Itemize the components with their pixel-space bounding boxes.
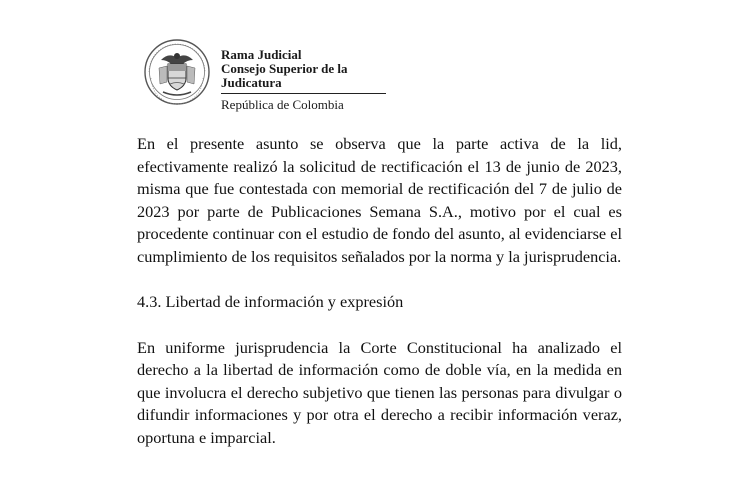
org-line-republica: República de Colombia (221, 97, 344, 112)
section-heading: 4.3. Libertad de información y expresión (137, 292, 404, 311)
letterhead (143, 38, 393, 112)
organization-name (221, 48, 393, 112)
paragraph-freedom-information: En uniforme jurisprudencia la Corte Constitucional ha analizado el derecho a la libertad de información como de doble vía, en la medida en que involucra el derecho subjetivo que tienen las personas para divulgar o difundir informaciones y por otra el derecho a recibir información veraz, oportuna e imparcial. (137, 337, 622, 447)
paragraph-rectification: En el presente asunto se observa que la parte activa de la lid, efectivamente realizó la solicitud de rectificación el 13 de junio de 2023, misma que fue contestada con memorial de rectificación del 7 de julio de 2023 por parte de Publicaciones Semana S.A., motivo por el cual es procedente continuar con el estudio de fondo del asunto, al evidenciarse el cumplimiento de los requisitos señalados por la norma y la jurisprudencia. (137, 134, 622, 266)
coat-of-arms-seal-icon (143, 38, 211, 106)
org-line-consejo: Consejo Superior de la Judicatura (221, 61, 348, 90)
org-line-rama-judicial: Rama Judicial (221, 47, 302, 62)
letterhead-divider (221, 93, 386, 94)
document-body (137, 133, 622, 472)
